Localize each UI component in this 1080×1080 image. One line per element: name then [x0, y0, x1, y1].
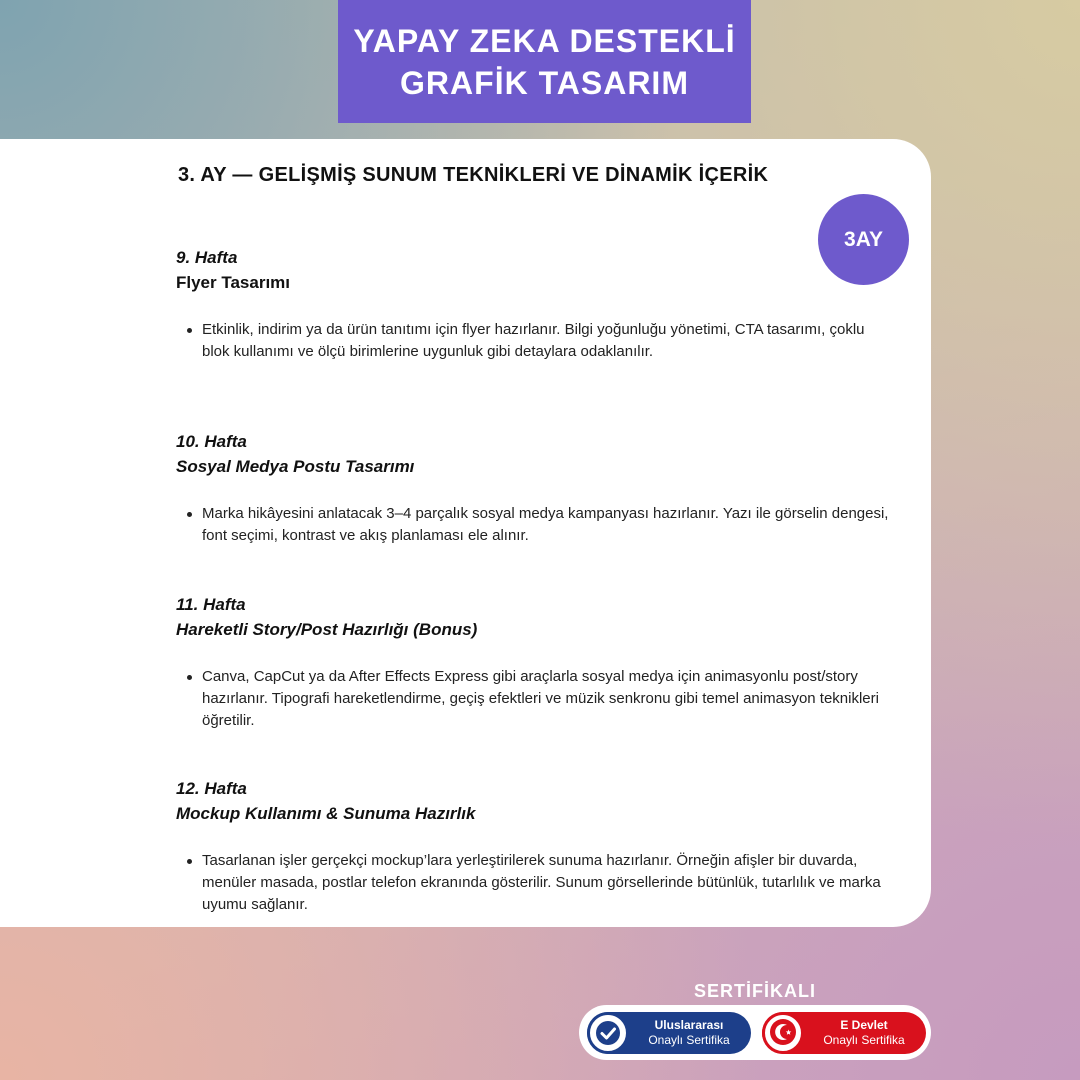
certified-label: SERTİFİKALI	[694, 981, 816, 1001]
week-block	[176, 592, 896, 732]
week-title: Sosyal Medya Postu Tasarımı	[176, 457, 415, 476]
week-description: Etkinlik, indirim ya da ürün tanıtımı için flyer hazırlanır. Bilgi yoğunluğu yönetimi, CTA tasarımı, çoklu blok kullanımı ve ölçü birimlerine uygunluk gibi detaylara odaklanılır.	[176, 319, 896, 363]
week-description: Canva, CapCut ya da After Effects Express gibi araçlarla sosyal medya için animasyonlu post/story hazırlanır. Tipografi hareketlendirme, geçiş efektleri ve müzik senkronu gibi temel animasyon teknikleri öğretilir.	[176, 666, 896, 732]
week-title: Hareketli Story/Post Hazırlığı (Bonus)	[176, 620, 478, 639]
edevlet-certificate-subtitle: Onaylı Sertifika	[823, 1033, 905, 1047]
title-line-1: YAPAY ZEKA DESTEKLİ	[353, 22, 736, 59]
week-title: Mockup Kullanımı & Sunuma Hazırlık	[176, 804, 476, 823]
week-title: Flyer Tasarımı	[176, 273, 291, 292]
international-certificate-subtitle: Onaylı Sertifika	[648, 1033, 730, 1047]
title-banner	[338, 0, 751, 123]
week-description: Marka hikâyesini anlatacak 3–4 parçalık sosyal medya kampanyası hazırlanır. Yazı ile görselin dengesi, font seçimi, kontrast ve akış planlaması ele alınır.	[176, 503, 896, 547]
week-number: 11. Hafta	[176, 595, 246, 614]
edevlet-certificate-title: E Devlet	[840, 1018, 888, 1032]
title-line-2: GRAFİK TASARIM	[400, 64, 689, 101]
week-number: 12. Hafta	[176, 779, 247, 798]
week-block	[176, 429, 896, 547]
week-description: Tasarlanan işler gerçekçi mockup’lara yerleştirilerek sunuma hazırlanır. Örneğin afişler bir duvarda, menüler masada, postlar telefon ekranında gösterilir. Sunum görsellerinde bütünlük, tutarlılık ve marka uyumu sağlanır.	[176, 850, 896, 916]
month-heading: 3. AY — GELİŞMİŞ SUNUM TEKNİKLERİ VE DİNAMİK İÇERİK	[178, 164, 769, 186]
week-block	[176, 245, 896, 363]
week-number: 10. Hafta	[176, 432, 247, 451]
turkiye-gov-logo-icon	[762, 1012, 804, 1054]
week-number: 9. Hafta	[176, 248, 238, 267]
month-badge: 3AY	[818, 194, 909, 285]
week-block	[176, 776, 896, 916]
check-circle-icon	[587, 1012, 629, 1054]
international-certificate-title: Uluslararası	[654, 1018, 724, 1032]
